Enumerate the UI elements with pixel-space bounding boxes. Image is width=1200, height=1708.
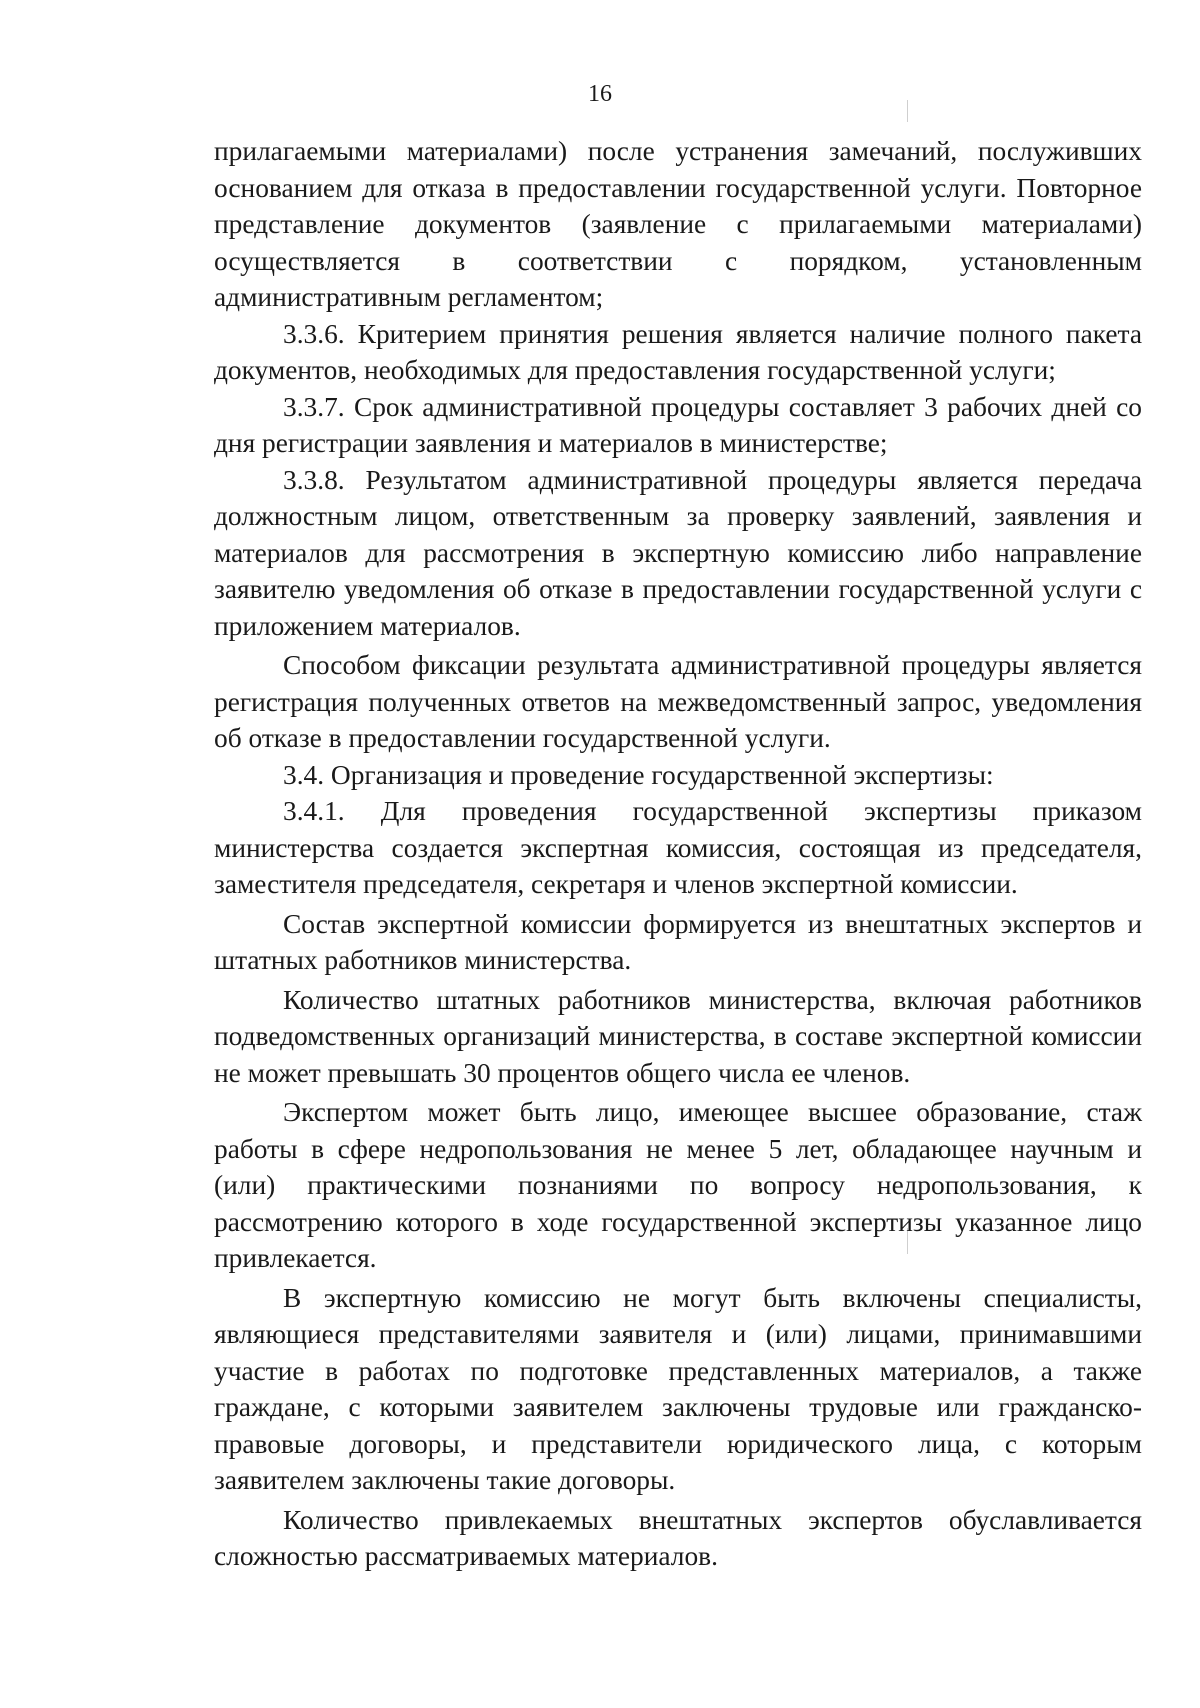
scan-artifact: [907, 100, 908, 122]
paragraph-exclusions: В экспертную комиссию не могут быть включены специалисты, являющиеся представителями заявителя и (или) лицами, принимавшими участие в работах по подготовке представленных материалов, а также граждане, с которыми заявителем заключены трудовые или гражданско-правовые договоры, и представители юридического лица, с которым заявителем заключены такие договоры.: [214, 1282, 1142, 1495]
document-body: [214, 133, 1142, 1575]
paragraph-3-4-1: 3.4.1. Для проведения государственной экспертизы приказом министерства создается экспертная комиссия, состоящая из председателя, заместителя председателя, секретаря и членов экспертной комиссии.: [214, 796, 1142, 899]
paragraph-3-3-7: 3.3.7. Срок административной процедуры составляет 3 рабочих дней со дня регистрации заявления и материалов в министерстве;: [214, 391, 1142, 458]
paragraph-commission-composition: Состав экспертной комиссии формируется из внештатных экспертов и штатных работников министерства.: [214, 908, 1142, 975]
page-number: 16: [588, 81, 612, 107]
paragraph-fixation-method: Способом фиксации результата административной процедуры является регистрация полученных ответов на межведомственный запрос, уведомления об отказе в предоставлении государственной услуги.: [214, 650, 1142, 753]
paragraph-3-4: 3.4. Организация и проведение государственной экспертизы:: [283, 759, 994, 790]
paragraph-3-3-8: 3.3.8. Результатом административной процедуры является передача должностным лицом, ответственным за проверку заявлений, заявления и материалов для рассмотрения в экспертную комиссию либо направление заявителю уведомления об отказе в предоставлении государственной услуги с приложением материалов.: [214, 464, 1142, 641]
paragraph-expert-count: Количество привлекаемых внештатных экспертов обуславливается сложностью рассматриваемых материалов.: [214, 1504, 1142, 1571]
paragraph-3-3-6: 3.3.6. Критерием принятия решения является наличие полного пакета документов, необходимых для предоставления государственной услуги;: [214, 318, 1142, 385]
paragraph-continuation: прилагаемыми материалами) после устранения замечаний, послуживших основанием для отказа в предоставлении государственной услуги. Повторное представление документов (заявление с прилагаемыми материалами) осуществляется в соответствии с порядком, установленным административным регламентом;: [214, 136, 1142, 312]
paragraph-staff-limit: Количество штатных работников министерства, включая работников подведомственных организаций министерства, в составе экспертной комиссии не может превышать 30 процентов общего числа ее членов.: [214, 984, 1142, 1088]
paragraph-expert-requirements: Экспертом может быть лицо, имеющее высшее образование, стаж работы в сфере недропользования не менее 5 лет, обладающее научным и (или) практическими познаниями по вопросу недропользования, к рассмотрению которого в ходе государственной экспертизы указанное лицо привлекается.: [214, 1097, 1142, 1273]
